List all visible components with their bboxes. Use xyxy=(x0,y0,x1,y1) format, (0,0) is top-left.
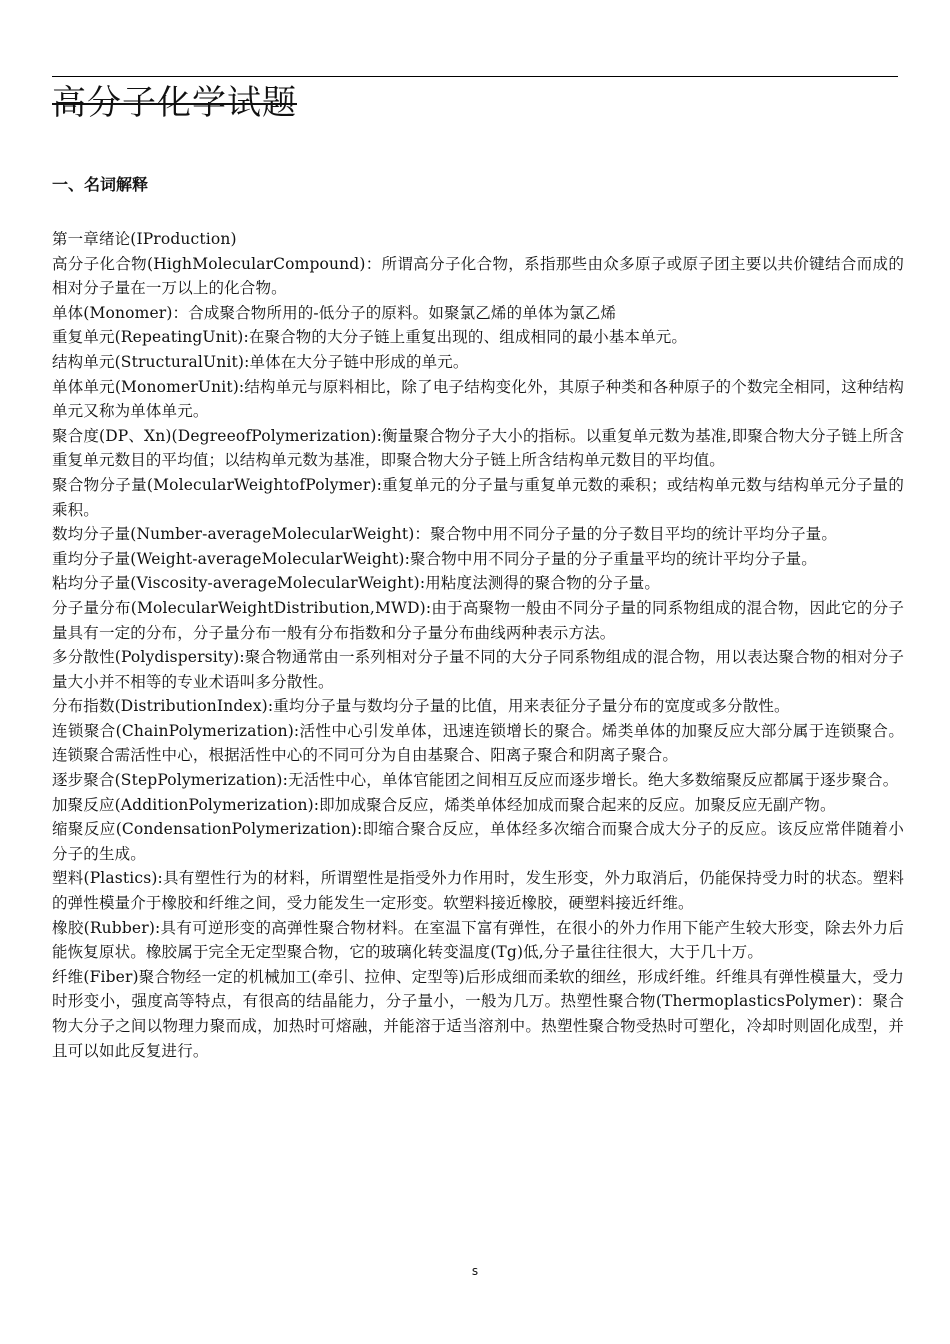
paragraph: 结构单元(StructuralUnit):单体在大分子链中形成的单元。 xyxy=(52,352,469,371)
paragraph: 连锁聚合(ChainPolymerization):活性中心引发单体，迅速连锁增长的聚合。烯类单体的加聚反应大部分属于连锁聚合。连锁聚合需活性中心，根据活性中心的不同可分为自由基聚合、阳离子聚合和阴离子聚合。 xyxy=(52,721,904,765)
header-rule xyxy=(52,76,898,77)
paragraph: 塑料(Plastics):具有塑性行为的材料，所谓塑性是指受外力作用时，发生形变，外力取消后，仍能保持受力时的状态。塑料的弹性模量介于橡胶和纤维之间，受力能发生一定形变。软塑料接近橡胶，硬塑料接近纤维。 xyxy=(52,869,904,913)
paragraph: 逐步聚合(StepPolymerization):无活性中心，单体官能团之间相互反应而逐步增长。绝大多数缩聚反应都属于逐步聚合。 xyxy=(52,771,899,790)
paragraph: 数均分子量(Number-averageMolecularWeight)：聚合物中用不同分子量的分子数目平均的统计平均分子量。 xyxy=(52,525,837,544)
paragraph: 纤维(Fiber)聚合物经一定的机械加工(牵引、拉伸、定型等)后形成细而柔软的细丝，形成纤维。纤维具有弹性模量大，受力时形变小，强度高等特点，有很高的结晶能力，分子量小，一般为几万。热塑性聚合物(ThermoplasticsPolymer)：聚合物大分子之间以物理力聚而成，加热时可熔融，并能溶于适当溶剂中。热塑性聚合物受热时可塑化，冷却时则固化成型，并且可以如此反复进行。 xyxy=(52,967,904,1060)
page-footer: s xyxy=(471,1264,479,1278)
paragraph: 粘均分子量(Viscosity-averageMolecularWeight):用粘度法测得的聚合物的分子量。 xyxy=(52,574,660,593)
paragraph: 重复单元(RepeatingUnit):在聚合物的大分子链上重复出现的、组成相同的最小基本单元。 xyxy=(52,328,688,347)
section-heading: 一、名词解释 xyxy=(52,175,149,194)
paragraph: 分布指数(DistributionIndex):重均分子量与数均分子量的比值，用来表征分子量分布的宽度或多分散性。 xyxy=(52,697,790,716)
paragraph: 单体(Monomer)：合成聚合物所用的-低分子的原料。如聚氯乙烯的单体为氯乙烯 xyxy=(52,303,617,322)
paragraph: 加聚反应(AdditionPolymerization):即加成聚合反应，烯类单体经加成而聚合起来的反应。加聚反应无副产物。 xyxy=(52,795,836,814)
paragraph: 缩聚反应(CondensationPolymerization):即缩合聚合反应，单体经多次缩合而聚合成大分子的反应。该反应常伴随着小分子的生成。 xyxy=(52,820,904,863)
paragraph: 聚合物分子量(MolecularWeightofPolymer):重复单元的分子量与重复单元数的乘积；或结构单元数与结构单元分子量的乘积。 xyxy=(52,475,904,519)
paragraph: 橡胶(Rubber):具有可逆形变的高弹性聚合物材料。在室温下富有弹性，在很小的外力作用下能产生较大形变，除去外力后能恢复原状。橡胶属于完全无定型聚合物，它的玻璃化转变温度(Tg)低,分子量往往很大，大于几十万。 xyxy=(52,918,904,962)
paragraph: 单体单元(MonomerUnit):结构单元与原料相比，除了电子结构变化外，其原子种类和各种原子的个数完全相同，这种结构单元又称为单体单元。 xyxy=(52,377,904,421)
body-text xyxy=(52,227,904,1063)
paragraph: 第一章绪论(IProduction) xyxy=(52,230,237,248)
paragraph: 聚合度(DP、Xn)(DegreeofPolymerization):衡量聚合物分子大小的指标。以重复单元数为基准,即聚合物大分子链上所含重复单元数目的平均值；以结构单元数为基准，即聚合物大分子链上所含结构单元数目的平均值。 xyxy=(52,426,904,470)
paragraph: 多分散性(Polydispersity):聚合物通常由一系列相对分子量不同的大分子同系物组成的混合物，用以表达聚合物的相对分子量大小并不相等的专业术语叫多分散性。 xyxy=(52,648,904,691)
paragraph: 重均分子量(Weight-averageMolecularWeight):聚合物中用不同分子量的分子重量平均的统计平均分子量。 xyxy=(52,549,817,568)
page-title: 高分子化学试题 xyxy=(52,83,297,123)
paragraph: 分子量分布(MolecularWeightDistribution,MWD):由于高聚物一般由不同分子量的同系物组成的混合物，因此它的分子量具有一定的分布，分子量分布一般有分布指数和分子量分布曲线两种表示方法。 xyxy=(52,598,904,642)
paragraph: 高分子化合物(HighMolecularCompound)：所谓高分子化合物，系指那些由众多原子或原子团主要以共价键结合而成的相对分子量在一万以上的化合物。 xyxy=(52,254,904,298)
